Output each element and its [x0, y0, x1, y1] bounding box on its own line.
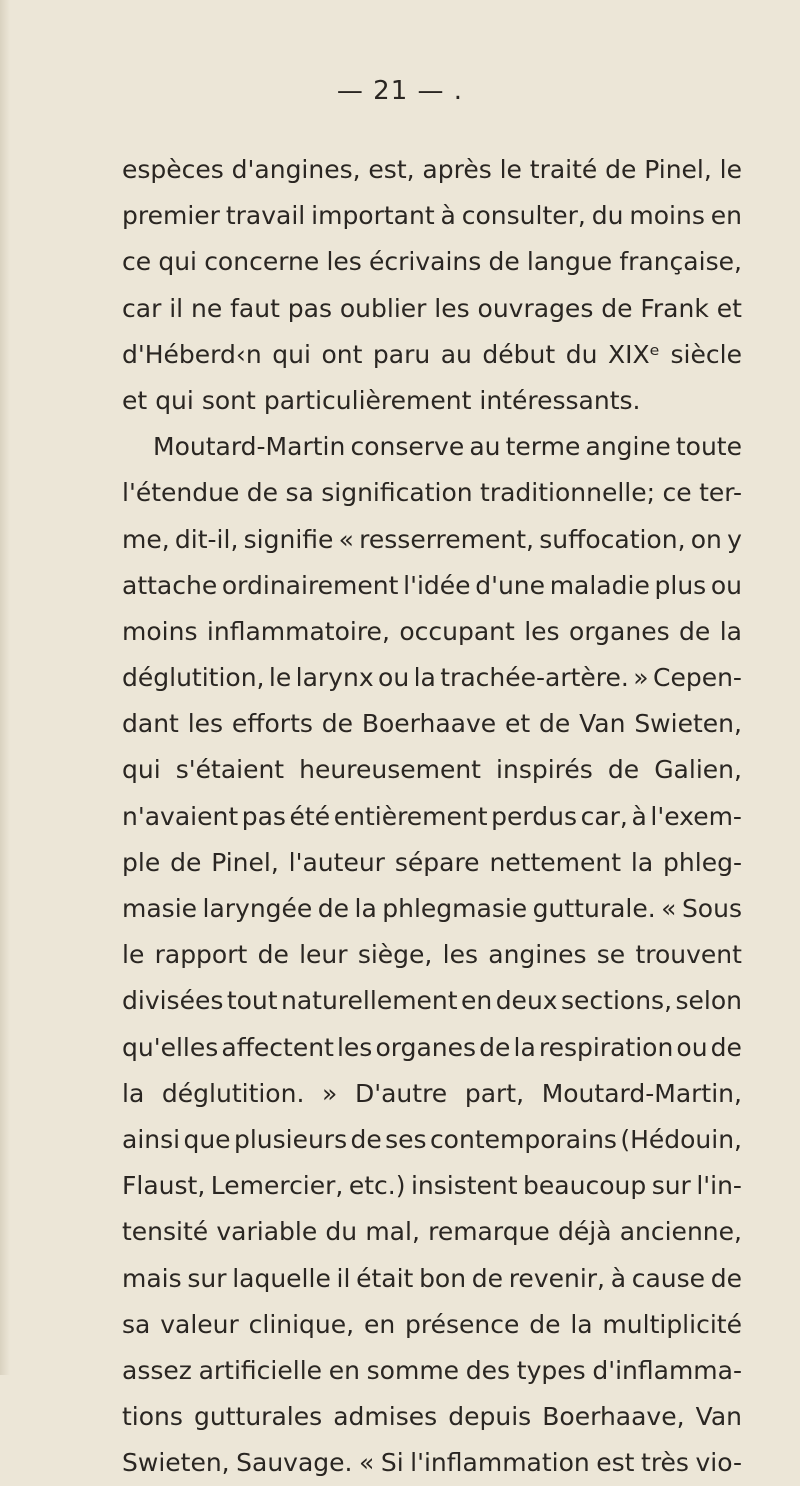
text-line: Moutard-Martin conserve au terme angine toute	[153, 432, 742, 462]
page-edge	[0, 0, 10, 1375]
text-line: qui s'étaient heureusement inspirés de Galien,	[122, 755, 742, 785]
text-line: tions gutturales admises depuis Boerhaave, Van	[122, 1402, 742, 1432]
text-line: sa valeur clinique, en présence de la multiplicité	[122, 1309, 742, 1339]
text-line: déglutition, le larynx ou la trachée-artère. » Cepen-	[122, 663, 742, 693]
text-line: l'étendue de sa signification traditionnelle; ce ter-	[122, 478, 742, 508]
text-line: ainsi que plusieurs de ses contemporains (Hédouin,	[122, 1124, 742, 1154]
text-line: car il ne faut pas oublier les ouvrages de Frank et	[122, 293, 742, 323]
text-line: divisées tout naturellement en deux sections, selon	[122, 986, 742, 1016]
text-line: ce qui concerne les écrivains de langue française,	[122, 247, 742, 277]
text-line: ple de Pinel, l'auteur sépare nettement la phleg-	[122, 847, 742, 877]
text-line: la déglutition. » D'autre part, Moutard-Martin,	[122, 1078, 742, 1108]
text-line: n'avaient pas été entièrement perdus car, à l'exem-	[122, 801, 742, 831]
text-line: qu'elles affectent les organes de la respiration ou de	[122, 1032, 742, 1062]
text-line: attache ordinairement l'idée d'une maladie plus ou	[122, 570, 742, 600]
text-line: Flaust, Lemercier, etc.) insistent beaucoup sur l'in-	[122, 1171, 742, 1201]
text-line: premier travail important à consulter, du moins en	[122, 201, 742, 231]
text-line: le rapport de leur siège, les angines se trouvent	[122, 940, 742, 970]
page-number: — 21 — .	[336, 76, 464, 106]
text-line: espèces d'angines, est, après le traité de Pinel, le	[122, 155, 742, 184]
text-line: assez artificielle en somme des types d'inflamma-	[122, 1355, 742, 1385]
text-line: moins inflammatoire, occupant les organes de la	[122, 616, 742, 646]
text-line: masie laryngée de la phlegmasie gutturale. « Sous	[122, 894, 742, 923]
body-text	[122, 147, 742, 1486]
text-line: et qui sont particulièrement intéressants.	[122, 385, 641, 415]
text-line: tensité variable du mal, remarque déjà ancienne,	[122, 1217, 742, 1247]
text-line: Swieten, Sauvage. « Si l'inflammation est très vio-	[122, 1448, 742, 1478]
text-line: me, dit-il, signifie « resserrement, suffocation, on y	[122, 524, 742, 554]
text-line: d'Héberd‹n qui ont paru au début du XIXᵉ siècle	[122, 339, 742, 369]
text-line: mais sur laquelle il était bon de revenir, à cause de	[122, 1263, 742, 1293]
text-line: dant les efforts de Boerhaave et de Van Swieten,	[122, 709, 742, 739]
